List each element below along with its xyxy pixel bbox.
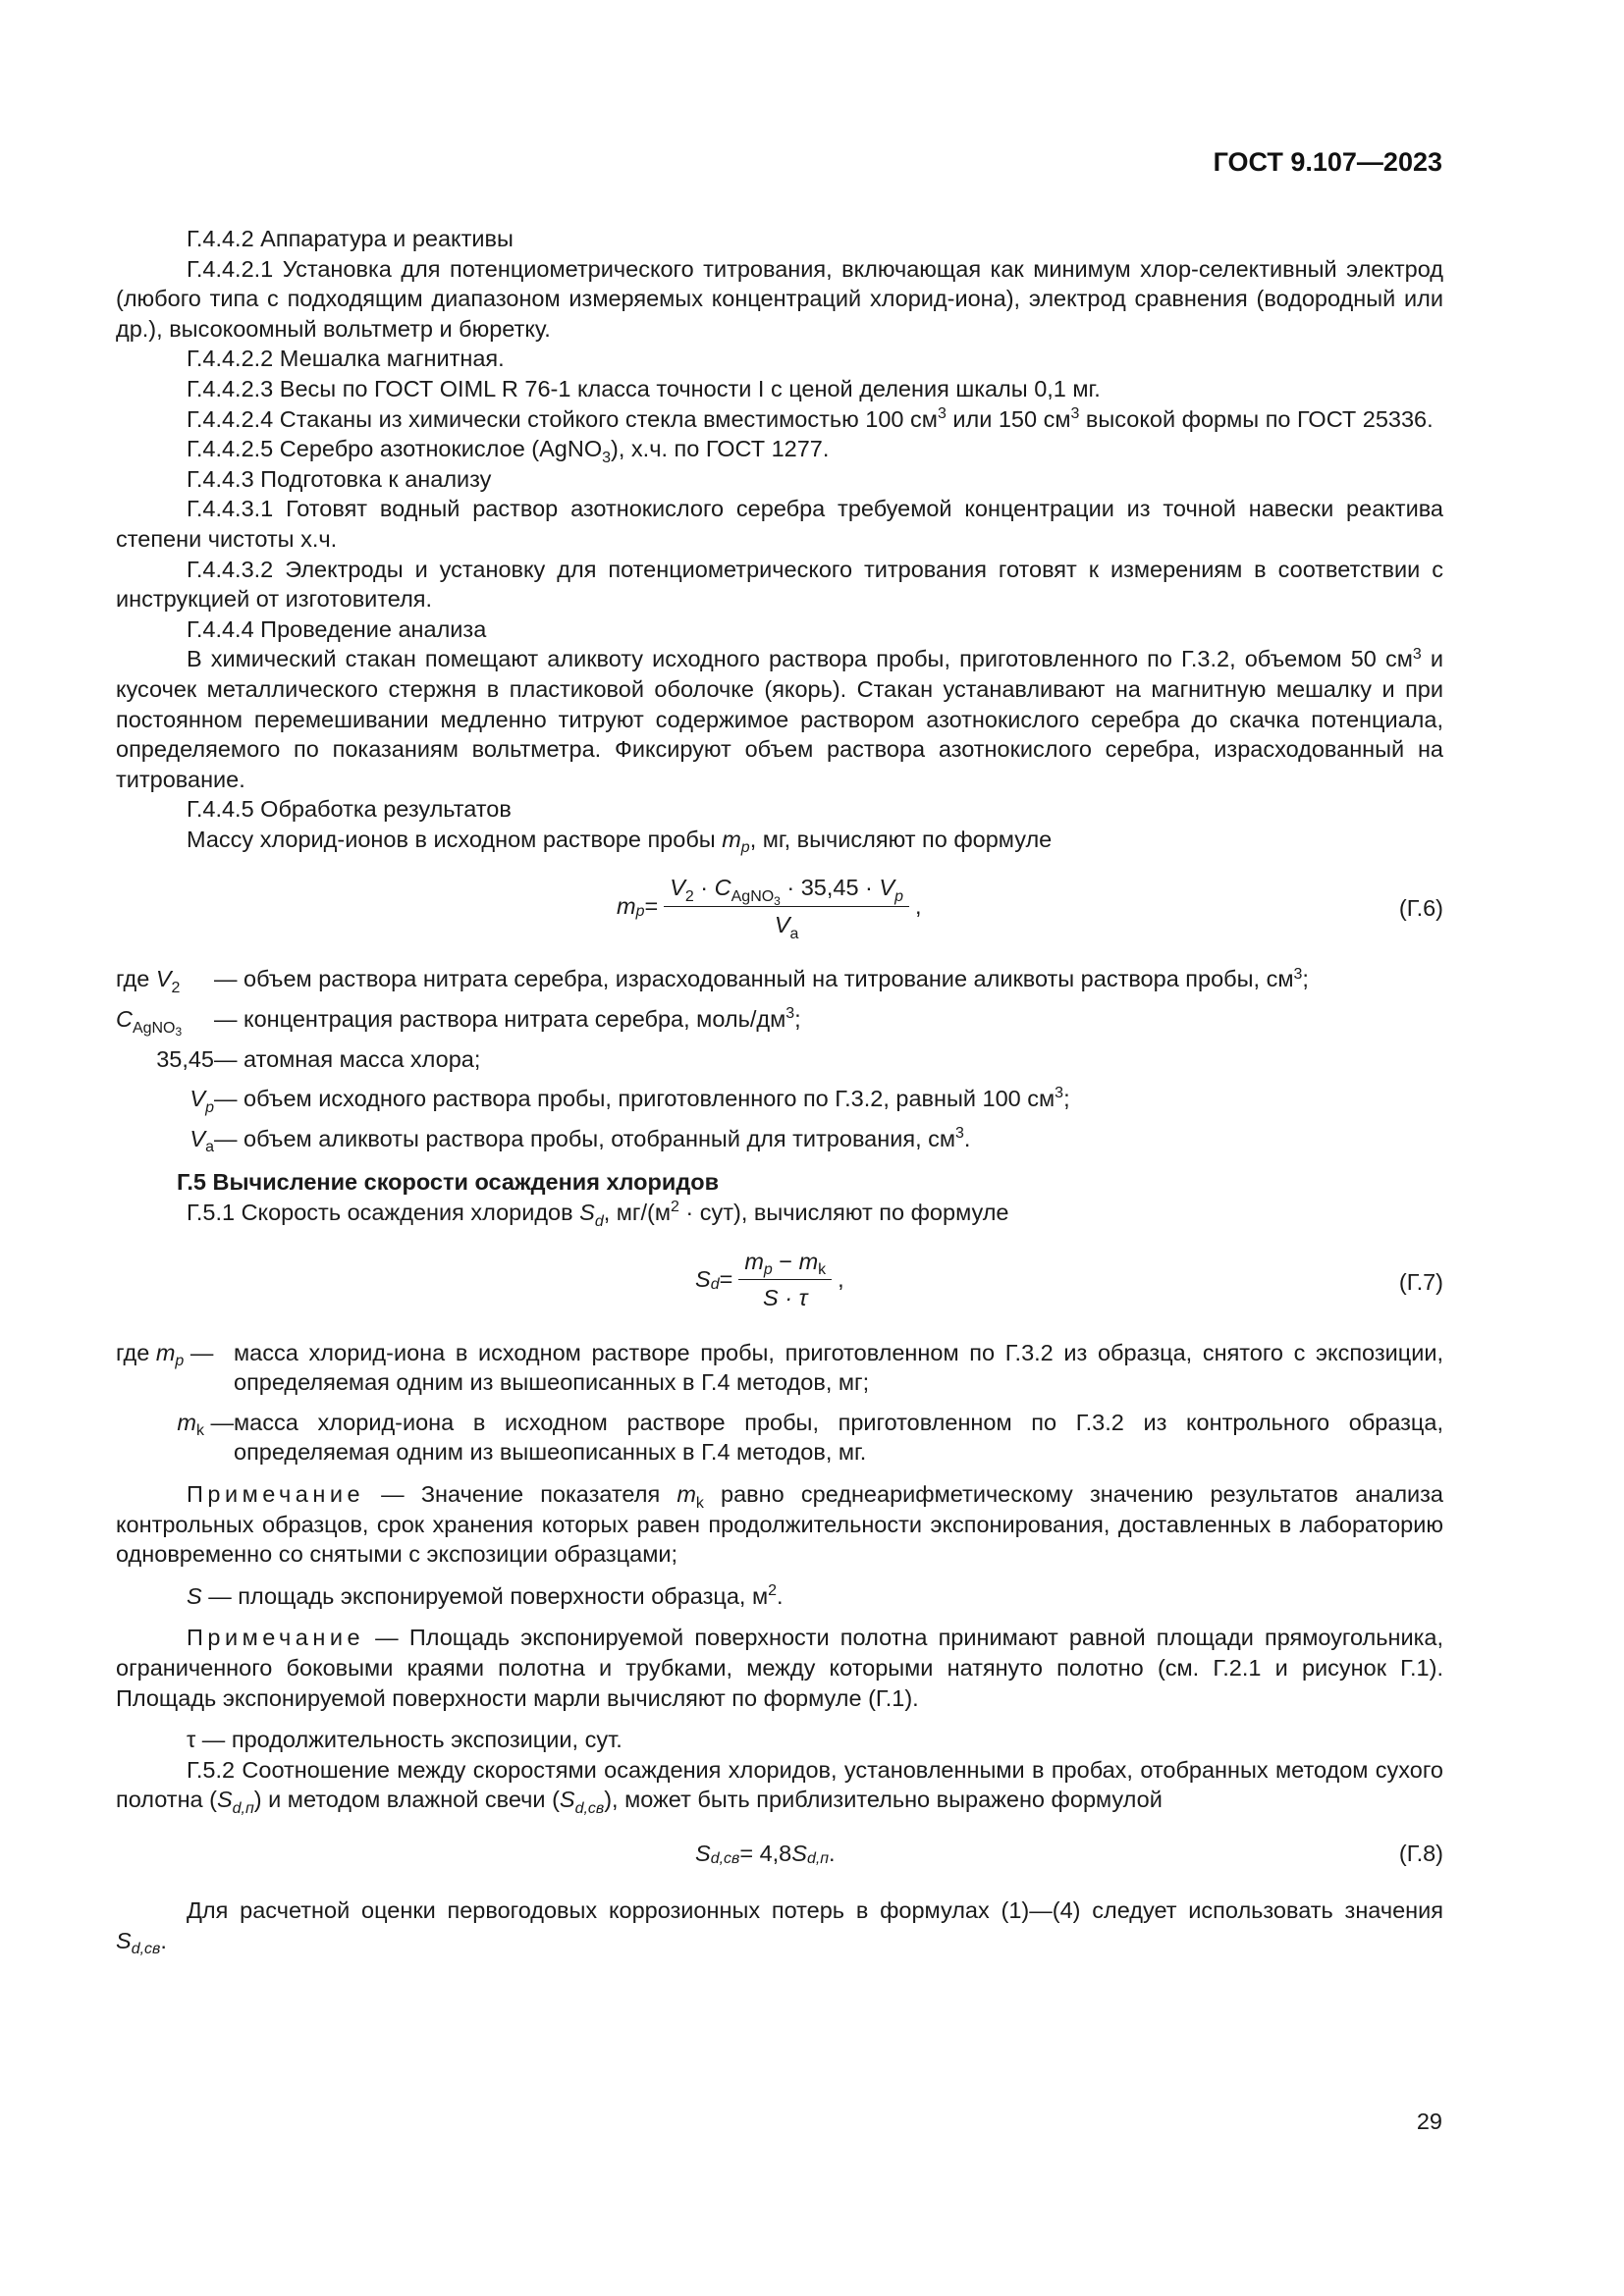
formula-g7-fraction	[738, 1247, 832, 1313]
section-g443-title: Г.4.4.3 Подготовка к анализу	[187, 465, 492, 492]
section-g445-title: Г.4.4.5 Обработка результатов	[187, 796, 512, 823]
note-area: Примечание — Площадь экспонируемой поверхности полотна принимают равной площади прямоугольника, ограниченного боковыми краями полотна и трубками, между которыми натянуто полотно (см. Г.2.1 и рисунок Г.1). Площадь экспонируемой поверхности марли вычисляют по формуле (Г.1).	[116, 1625, 1443, 1711]
formula-g7-lhs: S	[695, 1266, 711, 1293]
formula-g7-legend	[116, 1338, 1443, 1468]
formula-g6-legend	[116, 964, 1443, 1156]
page-body	[116, 224, 1443, 1958]
legend-row-cagno3: $C_{AgNO_3}$ — концентрация раствора нитрата серебра, моль/$дм^3$;	[116, 1005, 801, 1040]
para-g51: Г.5.1 Скорость осаждения хлоридов $S_d$, $мг/(м^2 \cdot сут)$, вычисляют по формуле	[187, 1199, 1009, 1230]
legend-row-v2: где $V_2$ — объем раствора нитрата серебра, израсходованный на титрование аликвоты раствора пробы, $см^3$;	[116, 965, 1309, 997]
formula-g6-fraction	[664, 873, 909, 942]
para-final: Для расчетной оценки первогодовых коррозионных потерь в формулах (1)—(4) следует использовать значения $S_{d,св}$.	[116, 1896, 1443, 1958]
section-g444-title: Г.4.4.4 Проведение анализа	[187, 615, 487, 642]
para-g4424: Г.4.4.2.4 Стаканы из химически стойкого стекла вместимостью 100 $см^3$ или 150 $см^3$ высокой формы по ГОСТ 25336.	[187, 404, 1434, 432]
note-label: Примечание	[187, 1481, 365, 1507]
formula-g8-number: (Г.8)	[1398, 1840, 1443, 1866]
para-g445-intro: Массу хлорид-ионов в исходном растворе пробы $m_p$, мг, вычисляют по формуле	[187, 826, 1053, 857]
para-g4421: Г.4.4.2.1 Установка для потенциометрического титрования, включающая как минимум хлор-селективный электрод (любого типа с подходящим диапазоном измеряемых концентраций хлорид-иона), электрод сравнения (водородный или др.), высокоомный вольтметр и бюретку.	[116, 255, 1443, 342]
standard-designation: ГОСТ 9.107—2023	[1213, 147, 1442, 177]
note-label: Примечание	[187, 1625, 365, 1651]
formula-g6-number: (Г.6)	[1398, 895, 1443, 922]
para-g444-procedure: В химический стакан помещают аликвоту исходного раствора пробы, приготовленного по Г.3.2, объемом 50 $см^3$ и кусочек металлического стержня в пластиковой оболочке (якорь). Стакан устанавливают на магнитную мешалку и при постоянном перемешивании медленно титруют содержимое раствором азотнокислого серебра до скачка потенциала, определяемого по показаниям вольтметра. Фиксируют объем раствора азотнокислого серебра, израсходованный на титрование.	[116, 645, 1443, 792]
para-g4431: Г.4.4.3.1 Готовят водный раствор азотнокислого серебра требуемой концентрации из точной навески реактива степени чистоты х.ч.	[116, 496, 1443, 552]
legend-row-vp: $V_p$ — объем исходного раствора пробы, приготовленного по Г.3.2, равный 100 $см^3$;	[189, 1085, 1070, 1116]
para-g4422: Г.4.4.2.2 Мешалка магнитная.	[187, 346, 505, 372]
formula-g7: S $_d$ = $\frac{m_p - m_k}{S \cdot \tau}$ , (Г.7)	[116, 1242, 1443, 1318]
formula-g7-number: (Г.7)	[1398, 1268, 1443, 1295]
formula-g7-denominator: S · τ	[763, 1285, 808, 1311]
formula-g6-lhs: m	[617, 893, 636, 920]
page-number: 29	[1416, 2109, 1442, 2134]
section-g442-title: Г.4.4.2 Аппаратура и реактивы	[187, 226, 514, 251]
section-g5-heading: Г.5 Вычисление скорости осаждения хлоридов	[177, 1169, 720, 1196]
def-tau: τ — продолжительность экспозиции, сут.	[187, 1727, 623, 1753]
legend-row-mp: где $m_p$ — масса хлорид-иона в исходном растворе пробы, приготовленном по Г.3.2 из образца, снятого с экспозиции, определяемая одним из вышеописанных в Г.4 методов, мг;	[116, 1339, 1443, 1396]
para-g52: Г.5.2 Соотношение между скоростями осаждения хлоридов, установленными в пробах, отобранных методом сухого полотна $(S_{d,п})$ и методом влажной свечи $(S_{d,св})$, может быть приблизительно выражено формулой	[116, 1756, 1443, 1817]
formula-g6-denominator: $V_a$	[774, 911, 799, 942]
formula-g7-numerator: $m_p - m_k$	[738, 1247, 832, 1281]
formula-g6: m $_p$ = $\frac{V_2 \cdot C_{AgNO_3} \cdot 35,45 \cdot V_p}{V_a}$ , (Г.6)	[617, 875, 1443, 942]
note-mk: Примечание — Значение показателя $m_k$ равно среднеарифметическому значению результатов анализа контрольных образцов, срок хранения которых равен продолжительности экспонирования, доставленных в лабораторию одновременно со снятыми с экспозиции образцами;	[116, 1481, 1443, 1568]
formula-g6-numerator: $V_2 \cdot C_{AgNO_3} \cdot 35,45 \cdot V_p$	[664, 873, 909, 907]
formula-g8: S $_{d,св}$ = 4,8 S $_{d,п}$ . (Г.8)	[116, 1827, 1443, 1880]
formula-g8-lhs: S	[695, 1840, 711, 1866]
para-g4425: Г.4.4.2.5 Серебро азотнокислое (AgNO$_3$), х.ч. по ГОСТ 1277.	[187, 436, 830, 466]
para-g4423: Г.4.4.2.3 Весы по ГОСТ OIML R 76-1 класса точности I с ценой деления шкалы 0,1 мг.	[187, 375, 1101, 401]
legend-row-mk: $m_k$ — масса хлорид-иона в исходном растворе пробы, приготовленном по Г.3.2 из контрольного образца, определяемая одним из вышеописанных в Г.4 методов, мг.	[177, 1409, 1443, 1466]
para-g4432: Г.4.4.3.2 Электроды и установку для потенциометрического титрования готовят к измерениям в соответствии с инструкцией от изготовителя.	[116, 556, 1443, 613]
legend-row-va: $V_a$ — объем аликвоты раствора пробы, отобранный для титрования, $см^3$.	[189, 1125, 971, 1156]
def-s-area: S — площадь экспонируемой поверхности образца, $м^2$.	[187, 1582, 784, 1609]
legend-row-3545: 35,45 — атомная масса хлора;	[156, 1045, 481, 1072]
